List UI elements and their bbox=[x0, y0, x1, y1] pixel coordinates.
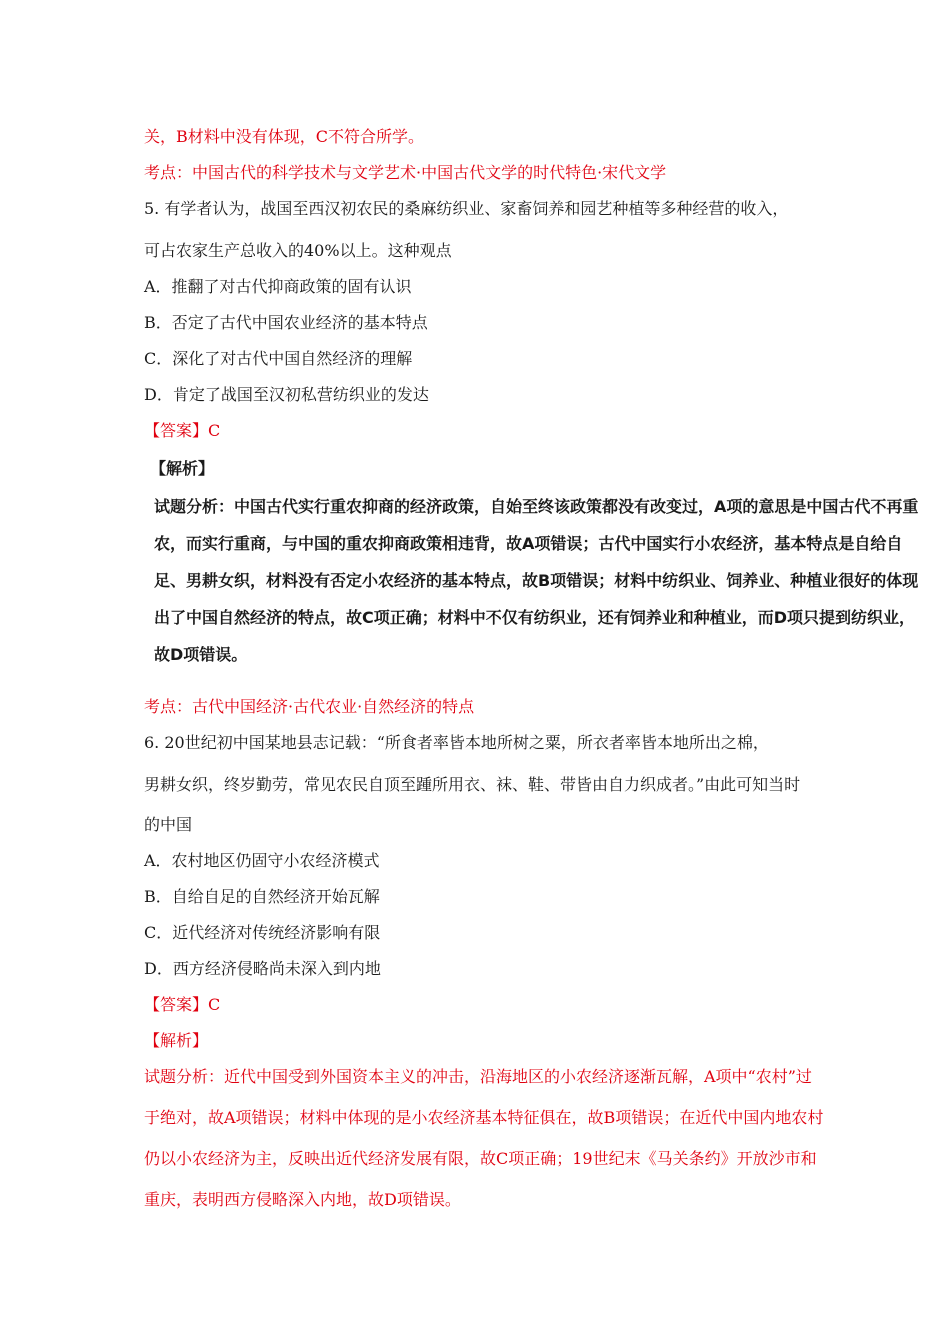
question-6-stem-line-2: 男耕女织，终岁勤劳，常见农民自顶至踵所用衣、袜、鞋、带皆由自力织成者。”由此可知当时 bbox=[144, 775, 801, 794]
question-5-analysis-title: 【解析】 bbox=[150, 459, 215, 478]
previous-answer-continuation: 关，B材料中没有体现，C不符合所学。 bbox=[144, 127, 425, 146]
question-6-option-c: C．近代经济对传统经济影响有限 bbox=[144, 923, 381, 942]
question-6-stem-line-1: 6. 20世纪初中国某地县志记载：“所食者率皆本地所树之粟，所衣者率皆本地所出之棉， bbox=[144, 733, 769, 752]
question-5-option-d: D．肯定了战国至汉初私营纺织业的发达 bbox=[144, 385, 429, 404]
question-6-answer: 【答案】C bbox=[144, 995, 221, 1014]
question-5-option-b: B．否定了古代中国农业经济的基本特点 bbox=[144, 313, 428, 332]
question-5-stem-line-2: 可占农家生产总收入的40%以上。这种观点 bbox=[144, 241, 452, 260]
question-6-stem-line-3: 的中国 bbox=[144, 815, 193, 834]
question-5-kaodian: 考点：古代中国经济·古代农业·自然经济的特点 bbox=[144, 697, 475, 716]
question-6-option-b: B．自给自足的自然经济开始瓦解 bbox=[144, 887, 380, 906]
question-5-option-a: A．推翻了对古代抑商政策的固有认识 bbox=[144, 277, 412, 296]
question-6-analysis-title: 【解析】 bbox=[144, 1031, 209, 1050]
question-6-analysis: 试题分析：近代中国受到外国资本主义的冲击，沿海地区的小农经济逐渐瓦解，A项中“农村”过于绝对，故A项错误；材料中体现的是小农经济基本特征俱在，故B项错误；在近代中国内地农村仍以小农经济为主，反映出近代经济发展有限，故C项正确；19世纪末《马关条约》开放沙市和重庆，表明西方侵略深入内地，故D项错误。 bbox=[144, 1067, 824, 1209]
question-5-stem-line-1: 5. 有学者认为，战国至西汉初农民的桑麻纺织业、家畜饲养和园艺种植等多种经营的收入， bbox=[144, 199, 789, 218]
question-5-analysis: 试题分析：中国古代实行重农抑商的经济政策，自始至终该政策都没有改变过，A项的意思是中国古代不再重农，而实行重商，与中国的重农抑商政策相违背，故A项错误；古代中国实行小农经济，基本特点是自给自足、男耕女织，材料没有否定小农经济的基本特点，故B项错误；材料中纺织业、饲养业、种植业很好的体现出了中国自然经济的特点，故C项正确；材料中不仅有纺织业，还有饲养业和种植业，而D项只提到纺织业，故D项错误。 bbox=[154, 497, 919, 664]
question-5-option-c: C．深化了对古代中国自然经济的理解 bbox=[144, 349, 413, 368]
kaodian-previous: 考点：中国古代的科学技术与文学艺术·中国古代文学的时代特色·宋代文学 bbox=[144, 163, 667, 182]
question-6-option-d: D．西方经济侵略尚未深入到内地 bbox=[144, 959, 381, 978]
question-6-option-a: A．农村地区仍固守小农经济模式 bbox=[144, 851, 380, 870]
question-5-answer: 【答案】C bbox=[144, 421, 221, 440]
